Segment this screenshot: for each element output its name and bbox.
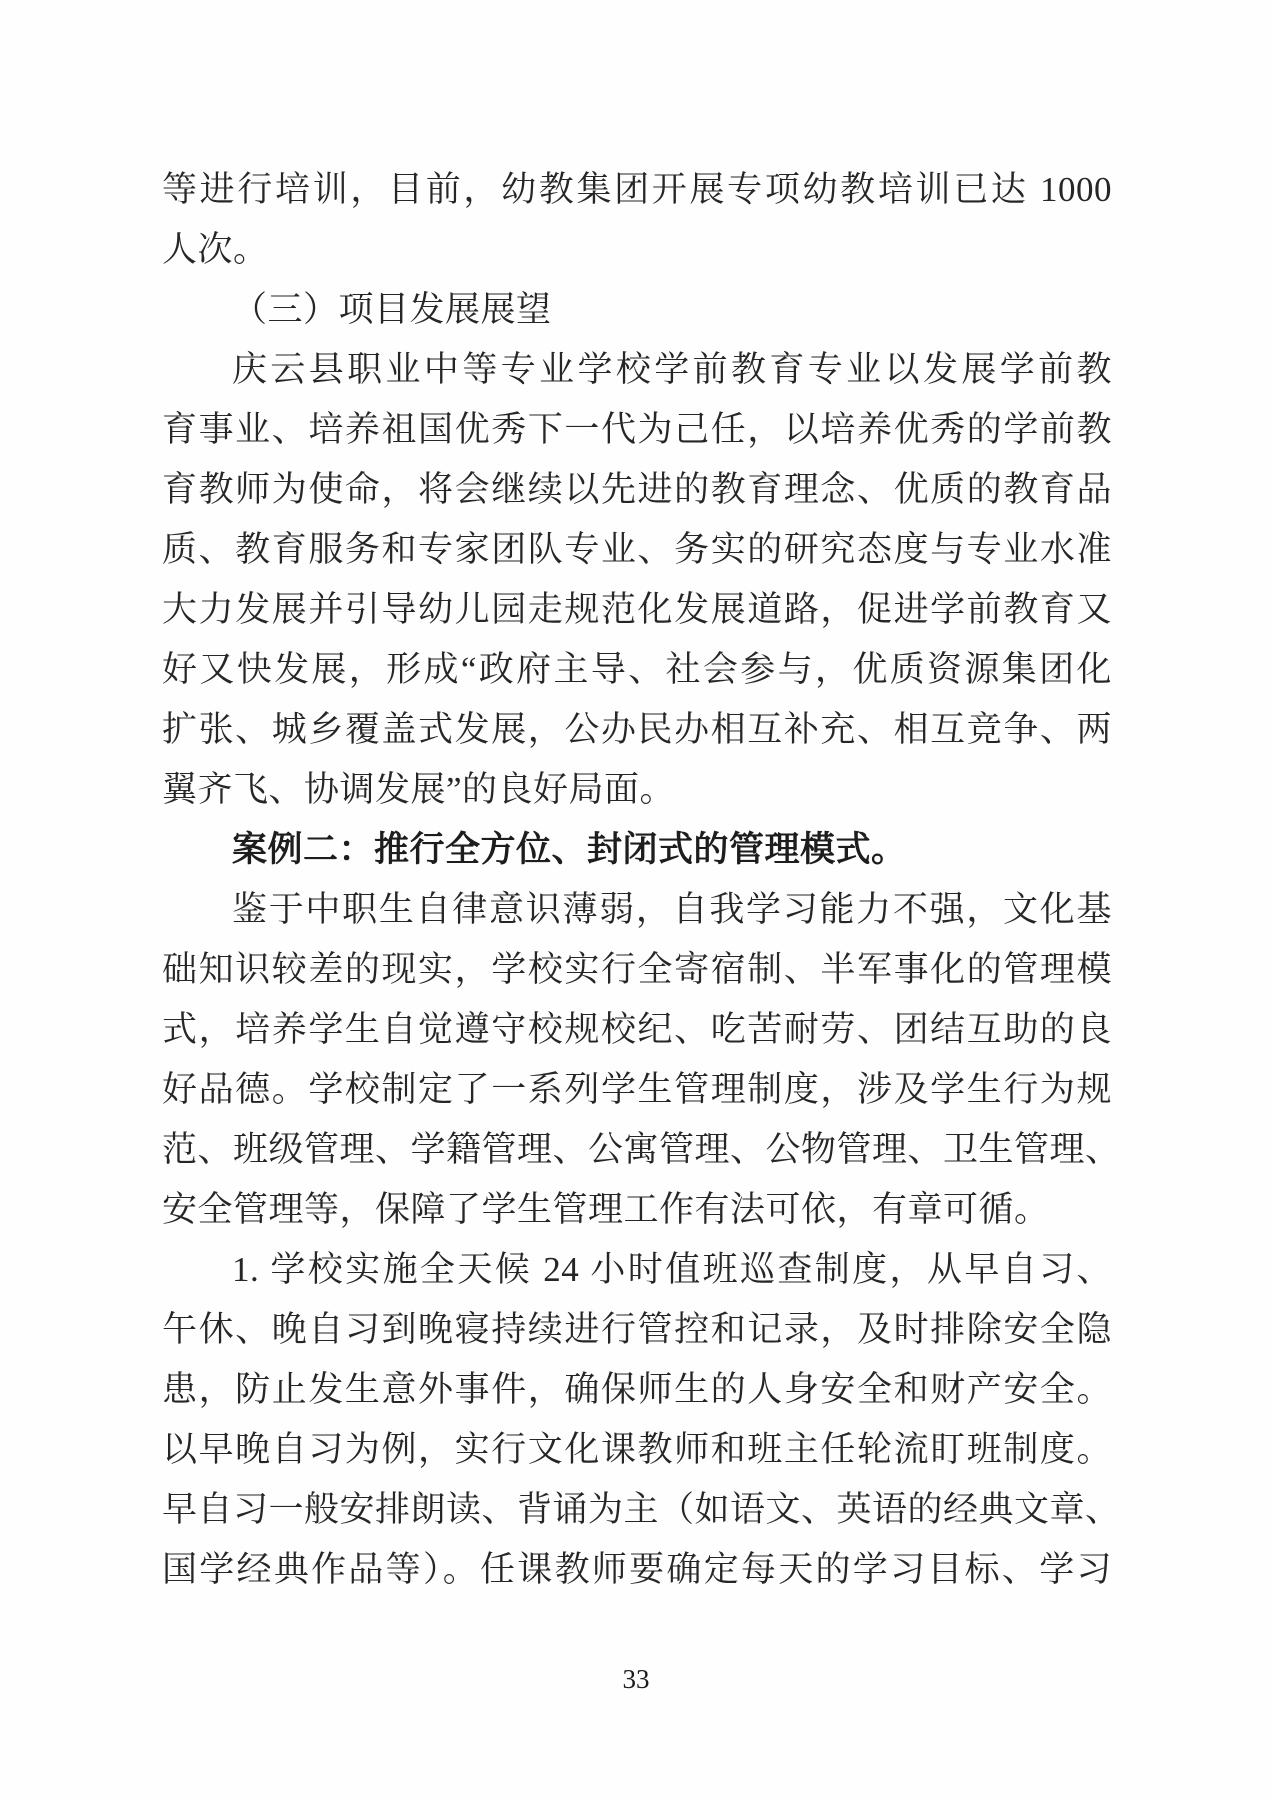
document-body (162, 160, 1121, 1600)
text-line: 以早晚自习为例，实行文化课教师和班主任轮流盯班制度。 (162, 1430, 1112, 1469)
text-line: 育事业、培养祖国优秀下一代为己任，以培养优秀的学前教 (162, 410, 1112, 449)
text-line: 案例二：推行全方位、封闭式的管理模式。 (232, 830, 907, 869)
text-line: 庆云县职业中等专业学校学前教育专业以发展学前教 (232, 350, 1112, 389)
text-line: 国学经典作品等）。任课教师要确定每天的学习目标、学习 (162, 1550, 1112, 1589)
para-section-heading-three (162, 280, 1112, 340)
text-line: 扩张、城乡覆盖式发展，公办民办相互补充、相互竞争、两 (162, 710, 1112, 749)
text-line: 安全管理等，保障了学生管理工作有法可依，有章可循。 (162, 1190, 1050, 1229)
page-number: 33 (622, 1664, 650, 1694)
text-line: 质、教育服务和专家团队专业、务实的研究态度与专业水准 (162, 530, 1112, 569)
para-development-outlook (162, 340, 1112, 820)
text-line: 育教师为使命，将会继续以先进的教育理念、优质的教育品 (162, 470, 1112, 509)
text-line: 1. 学校实施全天候 24 小时值班巡查制度，从早自习、 (232, 1250, 1112, 1289)
text-line: 翼齐飞、协调发展”的良好局面。 (162, 770, 676, 809)
text-line: 好品德。学校制定了一系列学生管理制度，涉及学生行为规 (162, 1070, 1112, 1109)
text-line: 础知识较差的现实，学校实行全寄宿制、半军事化的管理模 (162, 950, 1112, 989)
text-line: 早自习一般安排朗读、背诵为主（如语文、英语的经典文章、 (162, 1490, 1121, 1529)
text-line: （三）项目发展展望 (232, 290, 552, 329)
text-line: 好又快发展，形成“政府主导、社会参与，优质资源集团化 (162, 650, 1112, 689)
para-training-continuation (162, 160, 1112, 280)
text-line: 等进行培训，目前，幼教集团开展专项幼教培训已达 1000 (162, 170, 1112, 209)
text-line: 人次。 (162, 230, 269, 269)
text-line: 午休、晚自习到晚寝持续进行管控和记录，及时排除安全隐 (162, 1310, 1112, 1349)
text-line: 式，培养学生自觉遵守校规校纪、吃苦耐劳、团结互助的良 (162, 1010, 1112, 1049)
text-line: 鉴于中职生自律意识薄弱，自我学习能力不强，文化基 (232, 890, 1112, 929)
para-case-two-heading (162, 820, 1112, 880)
para-patrol-system (162, 1240, 1121, 1600)
text-line: 大力发展并引导幼儿园走规范化发展道路，促进学前教育又 (162, 590, 1112, 629)
text-line: 患，防止发生意外事件，确保师生的人身安全和财产安全。 (162, 1370, 1112, 1409)
para-management-model (162, 880, 1121, 1240)
text-line: 范、班级管理、学籍管理、公寓管理、公物管理、卫生管理、 (162, 1130, 1121, 1169)
